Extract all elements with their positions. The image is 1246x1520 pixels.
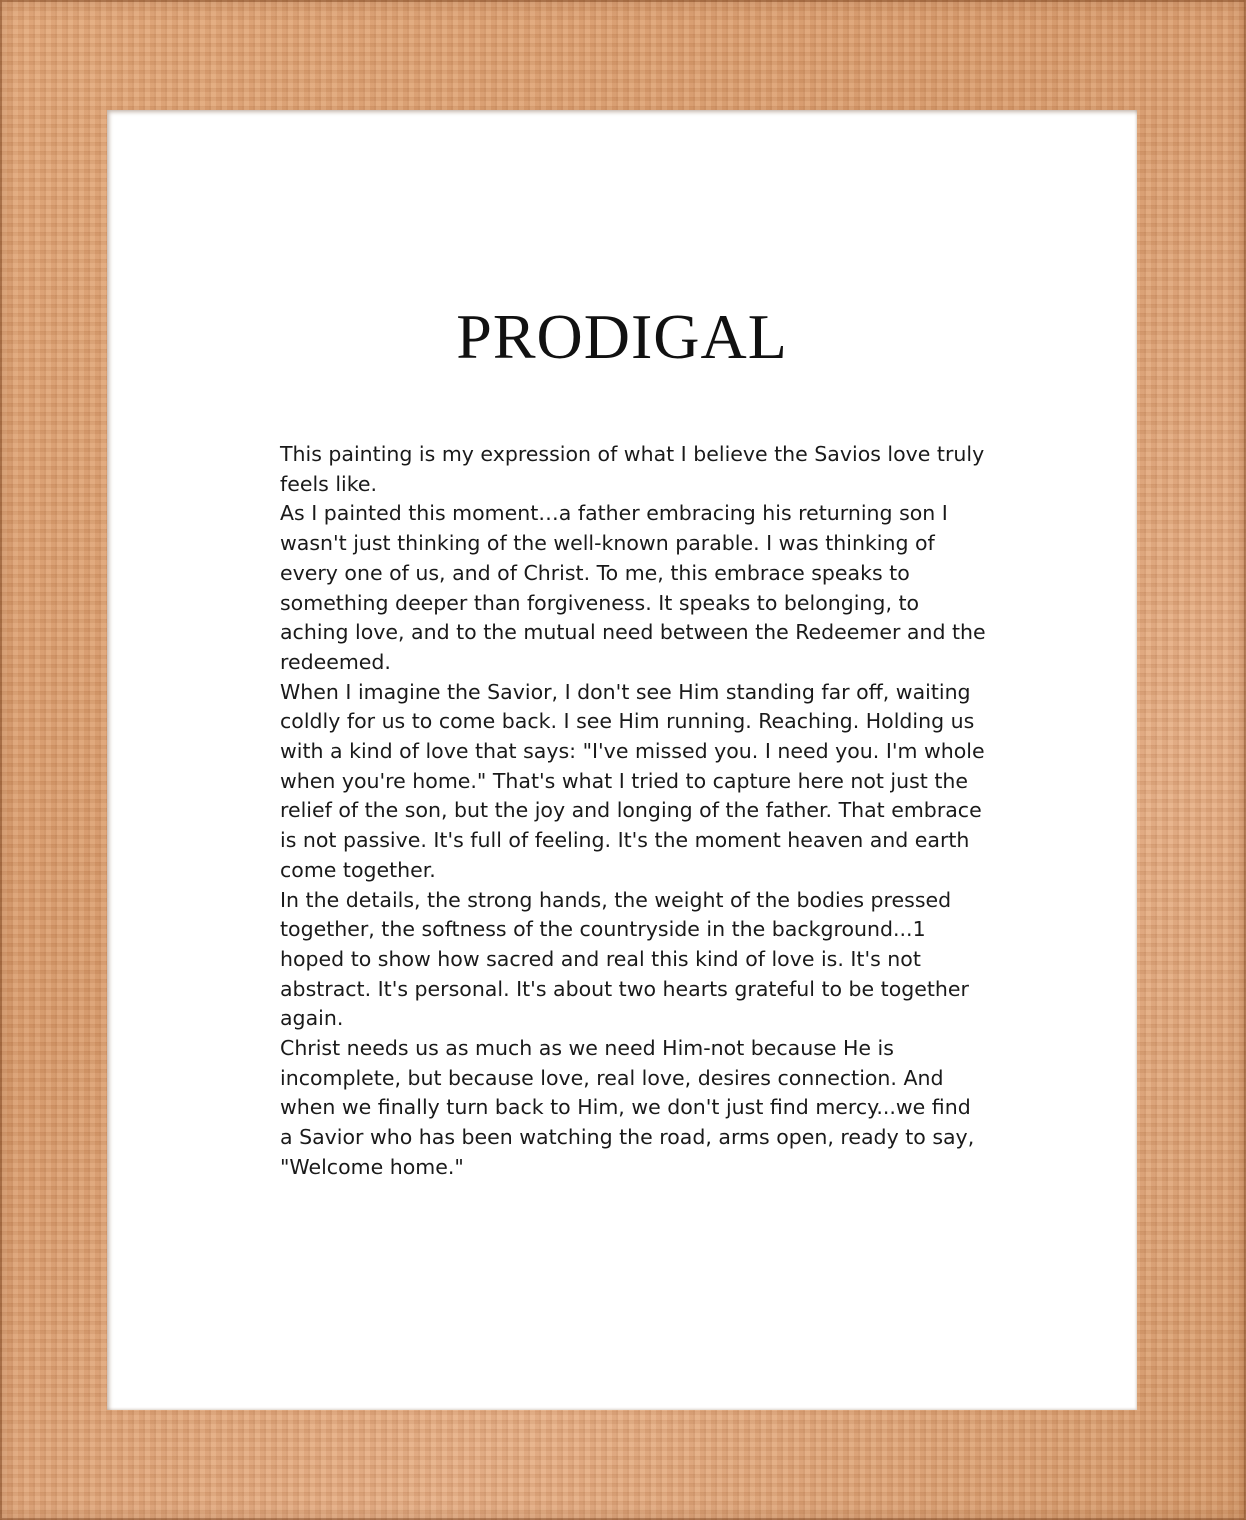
text-line: incomplete, but because love, real love, desires connection. And: [280, 1065, 944, 1090]
text-line: with a kind of love that says: "I've missed you. I need you. I'm whole: [280, 739, 985, 764]
text-line: redeemed.: [280, 649, 391, 674]
document-title: PRODIGAL: [456, 301, 788, 372]
text-line: In the details, the strong hands, the weight of the bodies pressed: [280, 887, 952, 912]
text-line: come together.: [280, 857, 436, 882]
print-paper: [107, 110, 1137, 1410]
text-line: something deeper than forgiveness. It speaks to belonging, to: [280, 590, 920, 615]
document-body: [280, 440, 990, 1183]
text-line: when you're home." That's what I tried to capture here not just the: [280, 768, 969, 793]
text-line: when we finally turn back to Him, we don't just find mercy...we find: [280, 1095, 971, 1120]
text-line: hoped to show how sacred and real this kind of love is. It's not: [280, 946, 921, 971]
text-line: abstract. It's personal. It's about two hearts grateful to be together: [280, 976, 969, 1001]
text-line: aching love, and to the mutual need between the Redeemer and the: [280, 620, 986, 645]
text-line: As I painted this moment…a father embracing his returning son I: [280, 501, 948, 526]
text-line: When I imagine the Savior, I don't see Him standing far off, waiting: [280, 679, 971, 704]
text-line: feels like.: [280, 471, 377, 496]
text-line: together, the softness of the countryside in the background...1: [280, 917, 926, 942]
text-line: a Savior who has been watching the road, arms open, ready to say,: [280, 1125, 975, 1150]
text-line: This painting is my expression of what I believe the Savios love truly: [280, 442, 985, 466]
text-line: Christ needs us as much as we need Him-not because He is: [280, 1036, 894, 1061]
text-line: coldly for us to come back. I see Him running. Reaching. Holding us: [280, 709, 975, 734]
text-line: is not passive. It's full of feeling. It's the moment heaven and earth: [280, 828, 970, 853]
text-line: again.: [280, 1006, 344, 1031]
text-line: relief of the son, but the joy and longing of the father. That embrace: [280, 798, 982, 823]
text-line: wasn't just thinking of the well-known parable. I was thinking of: [280, 531, 935, 556]
text-line: "Welcome home.": [280, 1154, 464, 1179]
text-line: every one of us, and of Christ. To me, this embrace speaks to: [280, 560, 910, 585]
